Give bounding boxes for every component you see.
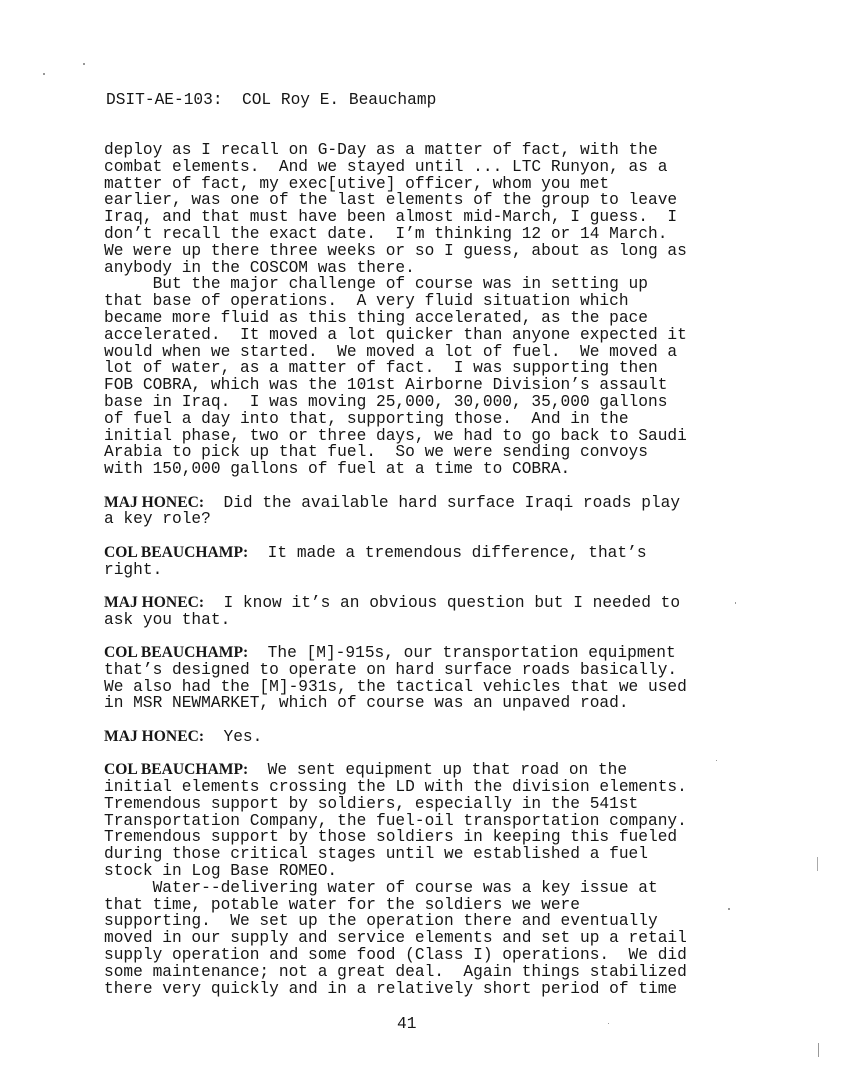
text-line: ask you that.	[104, 610, 231, 629]
scan-speck	[728, 908, 730, 910]
text-line: moved in our supply and service elements and set up a retail	[104, 929, 687, 948]
text-line: initial phase, two or three days, we had to go back to Saudi	[104, 426, 687, 445]
text-line: with 150,000 gallons of fuel at a time to COBRA.	[104, 460, 571, 479]
exchange-honec-question	[104, 595, 724, 629]
scan-speck	[818, 1043, 819, 1057]
text-line	[104, 645, 724, 662]
speaker-label: COL BEAUCHAMP:	[104, 644, 249, 662]
text-line	[104, 762, 724, 779]
text-line: lot of water, as a matter of fact. I was supporting then	[104, 359, 658, 378]
text-line: some maintenance; not a great deal. Again things stabilized	[104, 962, 687, 981]
paragraph-gap	[104, 578, 724, 595]
scan-speck	[83, 63, 85, 65]
text-line	[104, 595, 724, 612]
exchange-honec-yes	[104, 729, 724, 746]
text-line: deploy as I recall on G-Day as a matter of fact, with the	[104, 141, 658, 159]
text-line: Tremendous support by those soldiers in keeping this fueled	[104, 828, 678, 847]
document-header: DSIT-AE-103: COL Roy E. Beauchamp	[106, 91, 437, 109]
page-number: 41	[397, 1015, 417, 1033]
paragraph-gap	[104, 629, 724, 646]
text-line: stock in Log Base ROMEO.	[104, 862, 338, 881]
speaker-label: COL BEAUCHAMP:	[104, 761, 249, 779]
speech-text: I know it’s an obvious question but I needed to	[204, 593, 681, 612]
text-line	[104, 729, 724, 746]
speaker-label: MAJ HONEC:	[104, 493, 205, 511]
paragraph-gap	[104, 528, 724, 545]
text-line: supporting. We set up the operation there and eventually	[104, 912, 658, 931]
text-line: We also had the [M]-931s, the tactical vehicles that we used	[104, 677, 687, 696]
text-line: matter of fact, my exec[utive] officer, whom you met	[104, 174, 610, 193]
text-line: anybody in the COSCOM was there.	[104, 258, 415, 277]
paragraph-gap	[104, 478, 724, 495]
exchange-beauchamp-support	[104, 762, 724, 997]
text-line	[104, 495, 724, 512]
text-line: during those critical stages until we established a fuel	[104, 845, 648, 864]
speaker-label: COL BEAUCHAMP:	[104, 543, 249, 561]
text-line: initial elements crossing the LD with the division elements.	[104, 778, 687, 797]
text-line: would when we started. We moved a lot of fuel. We moved a	[104, 342, 678, 361]
exchange-beauchamp-difference	[104, 545, 724, 579]
paragraph-gap	[104, 746, 724, 763]
text-line: that time, potable water for the soldiers we were	[104, 895, 580, 914]
speaker-label: MAJ HONEC:	[104, 593, 205, 611]
speech-text: We sent equipment up that road on the	[248, 761, 628, 780]
scan-speck	[716, 760, 717, 761]
text-line: that’s designed to operate on hard surface roads basically.	[104, 660, 678, 679]
paragraph-gap	[104, 712, 724, 729]
text-line: Water--delivering water of course was a key issue at	[104, 878, 658, 897]
text-line: right.	[104, 560, 163, 579]
speech-text: The [M]-915s, our transportation equipment	[248, 644, 676, 663]
text-line: But the major challenge of course was in setting up	[104, 275, 648, 294]
text-line: supply operation and some food (Class I) operations. We did	[104, 946, 687, 965]
text-line: base in Iraq. I was moving 25,000, 30,000, 35,000 gallons	[104, 392, 668, 411]
text-line: Tremendous support by soldiers, especially in the 541st	[104, 794, 639, 813]
scan-speck	[817, 857, 818, 871]
transcript-body	[104, 142, 724, 997]
text-line: We were up there three weeks or so I guess, about as long as	[104, 241, 687, 260]
text-line: in MSR NEWMARKET, which of course was an unpaved road.	[104, 694, 629, 713]
exchange-honec-roads	[104, 495, 724, 529]
text-line: earlier, was one of the last elements of the group to leave	[104, 191, 678, 210]
text-line: don’t recall the exact date. I’m thinking 12 or 14 March.	[104, 224, 668, 243]
text-line: accelerated. It moved a lot quicker than anyone expected it	[104, 325, 687, 344]
scan-speck	[608, 1023, 609, 1024]
text-line	[104, 545, 724, 562]
text-line: combat elements. And we stayed until ... LTC Runyon, as a	[104, 157, 668, 176]
text-line: Iraq, and that must have been almost mid-March, I guess. I	[104, 208, 678, 227]
text-line: that base of operations. A very fluid situation which	[104, 292, 629, 311]
text-line: there very quickly and in a relatively short period of time	[104, 979, 678, 998]
text-line: a key role?	[104, 510, 211, 529]
speech-text: Yes.	[204, 727, 263, 746]
scan-speck	[735, 602, 736, 604]
speaker-label: MAJ HONEC:	[104, 727, 205, 745]
exchange-beauchamp-equipment	[104, 645, 724, 712]
text-line: Transportation Company, the fuel-oil transportation company.	[104, 811, 687, 830]
narrative-paragraph	[104, 142, 724, 478]
text-line: of fuel a day into that, supporting those. And in the	[104, 409, 629, 428]
speech-text: It made a tremendous difference, that’s	[248, 543, 647, 562]
scan-speck	[43, 73, 45, 75]
text-line: FOB COBRA, which was the 101st Airborne Division’s assault	[104, 376, 668, 395]
text-line: became more fluid as this thing accelerated, as the pace	[104, 308, 648, 327]
text-line: Arabia to pick up that fuel. So we were sending convoys	[104, 443, 648, 462]
speech-text: Did the available hard surface Iraqi roads play	[204, 493, 681, 512]
